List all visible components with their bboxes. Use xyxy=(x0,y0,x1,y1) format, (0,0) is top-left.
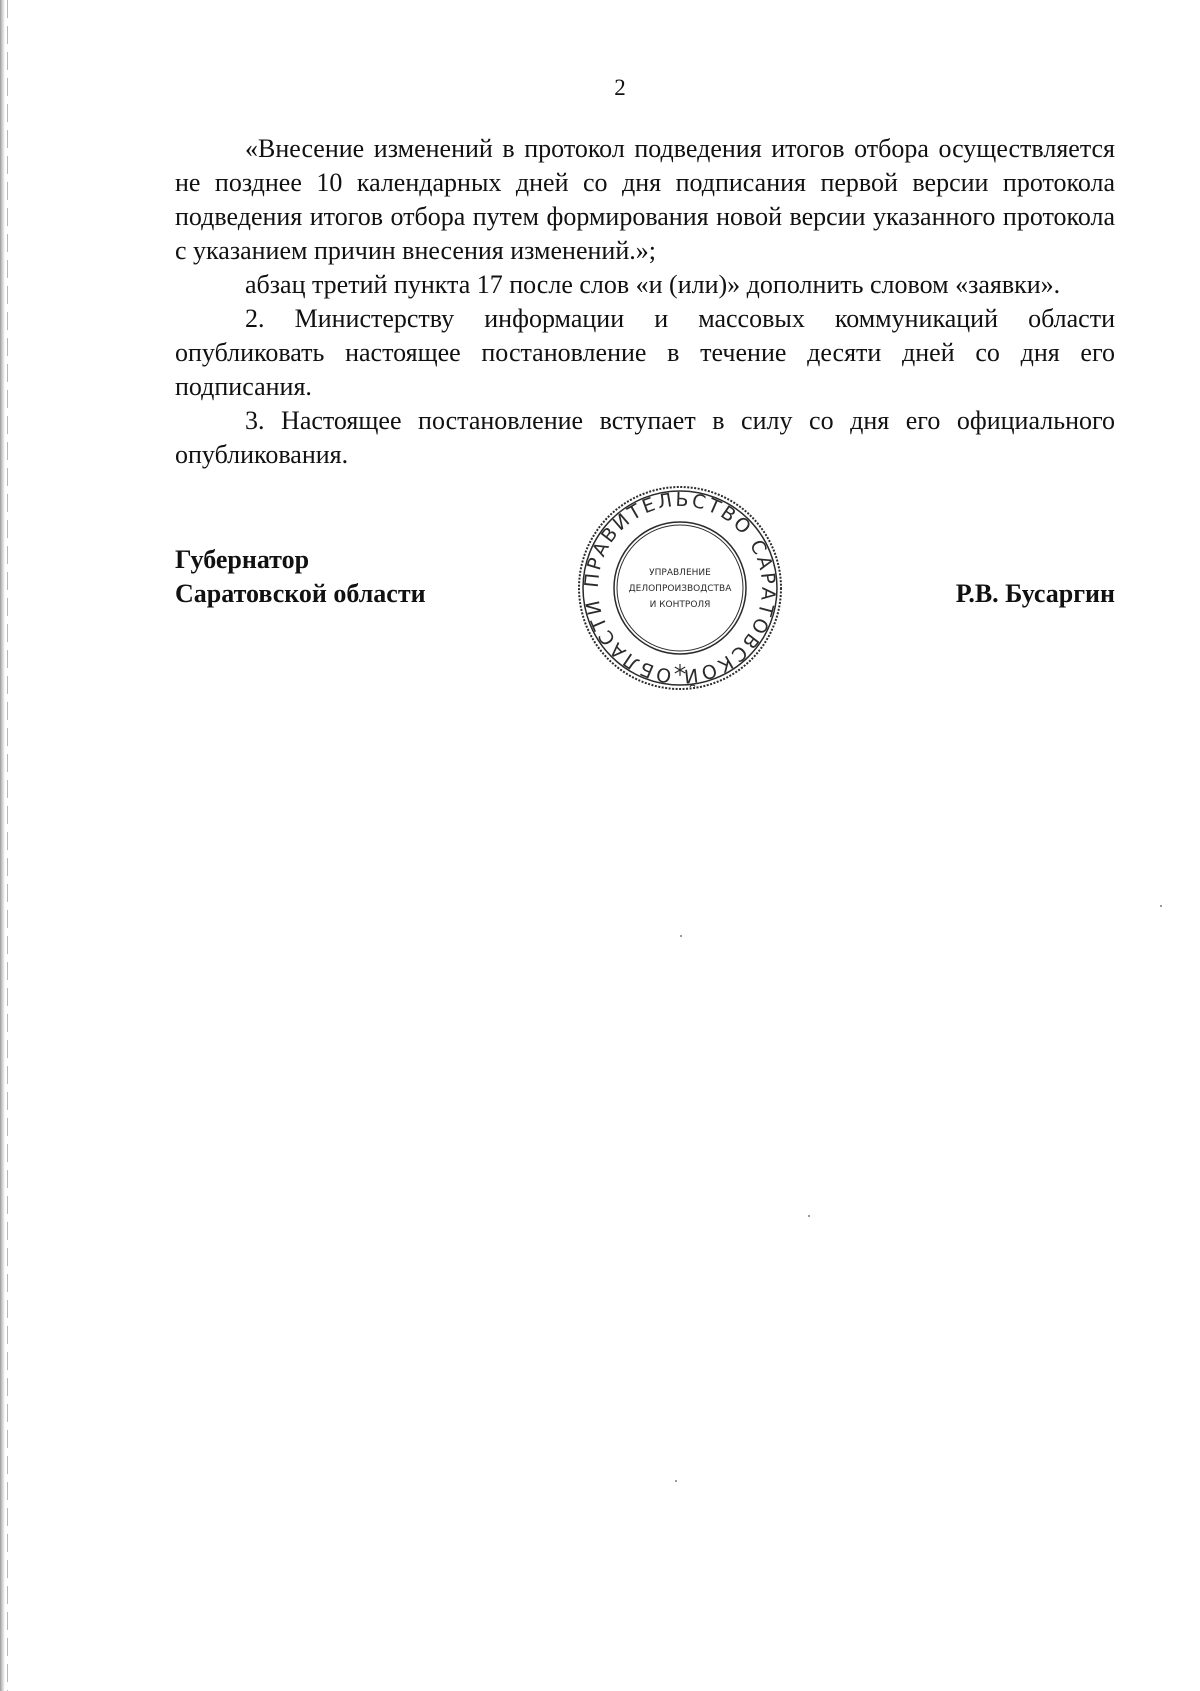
signer-name: Р.В. Бусаргин xyxy=(955,579,1115,608)
signer-position-line1: Губернатор xyxy=(175,545,310,574)
paragraph-effective-date: 3. Настоящее постановление вступает в силу со дня его официального опубликования. xyxy=(175,406,1115,469)
scan-edge-shadow xyxy=(0,0,5,1691)
paragraph-amendment-point17: абзац третий пункта 17 после слов «и (или)» дополнить словом «заявки». xyxy=(245,270,1061,299)
official-stamp xyxy=(575,483,785,693)
paragraph-publication: 2. Министерству информации и массовых коммуникаций области опубликовать настоящее постановление в течение десяти дней со дня его подписания. xyxy=(175,304,1115,401)
stamp-inner-line2: ДЕЛОПРОИЗВОДСТВА xyxy=(628,584,732,594)
paragraph-amendment-quote: «Внесение изменений в протокол подведения итогов отбора осуществляется не позднее 10 календарных дней со дня подписания первой версии протокола подведения итогов отбора путем формирования новой версии указанного протокола с указанием причин внесения изменений.»; xyxy=(175,134,1115,265)
scan-speck xyxy=(1160,905,1162,907)
scan-edge-line xyxy=(7,0,8,1691)
document-body xyxy=(175,132,1115,472)
signer-position-line2: Саратовской области xyxy=(175,579,426,608)
scan-speck xyxy=(675,1480,677,1482)
stamp-inner-line1: УПРАВЛЕНИЕ xyxy=(649,568,711,578)
signer-position xyxy=(175,543,426,611)
page-number: 2 xyxy=(614,75,626,100)
scan-speck xyxy=(808,1215,810,1217)
stamp-outer-text: ПРАВИТЕЛЬСТВО САРАТОВСКОЙ ОБЛАСТИ xyxy=(580,488,780,688)
scan-speck xyxy=(680,935,682,937)
official-stamp-graphic xyxy=(575,483,785,693)
stamp-inner-line3: И КОНТРОЛЯ xyxy=(649,600,711,610)
